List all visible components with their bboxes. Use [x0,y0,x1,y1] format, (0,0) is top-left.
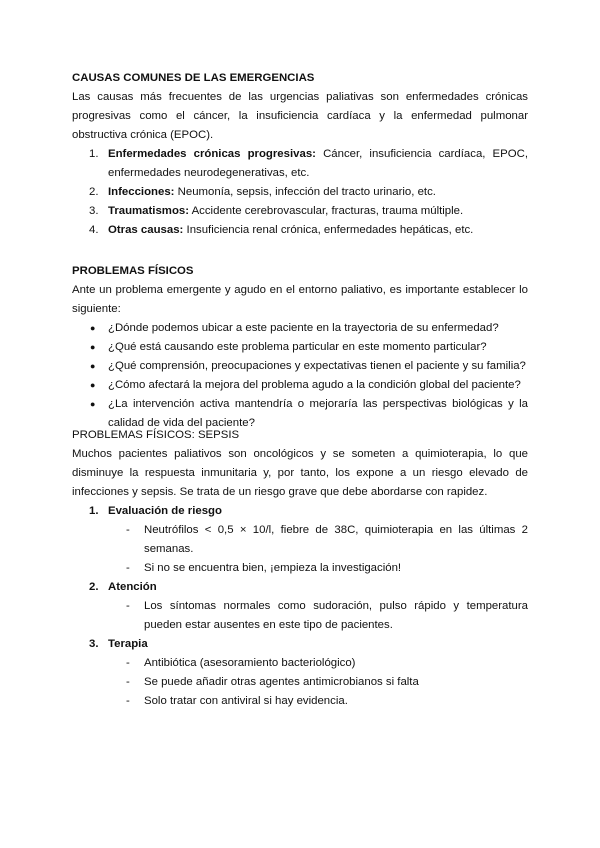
bullet-icon: ● [90,361,96,371]
dash-icon: - [126,676,130,688]
list-item [108,597,528,635]
list-text: Se puede añadir otras agentes antimicrobianos si falta [144,676,419,688]
list-item [72,145,528,183]
step-number: 1. [89,505,99,517]
list-item [72,357,528,376]
list-item [72,183,528,202]
section-causes [72,69,528,240]
step-points [108,521,528,578]
bullet-icon: ● [90,380,96,390]
list-text: ¿Dónde podemos ubicar a este paciente en la trayectoria de su enfermedad? [108,322,499,334]
step-item [72,502,528,578]
bullet-icon: ● [90,342,96,352]
list-text: Solo tratar con antiviral si hay evidencia. [144,695,348,707]
list-term: Enfermedades crónicas progresivas: [108,148,316,160]
list-item [108,673,528,692]
list-item [72,319,528,338]
step-points [108,654,528,711]
list-number: 2. [89,186,99,198]
step-number: 3. [89,638,99,650]
step-number: 2. [89,581,99,593]
bullet-icon: ● [90,399,96,409]
intro-paragraph: Las causas más frecuentes de las urgencias paliativas son enfermedades crónicas progresivas como el cáncer, la insuficiencia cardíaca y la enfermedad pulmonar obstructiva crónica (EPOC). [72,91,528,141]
list-item [72,202,528,221]
causes-list [72,145,528,240]
list-number: 4. [89,224,99,236]
list-term: Otras causas: [108,224,184,236]
dash-icon: - [126,562,130,574]
section-heading: PROBLEMAS FÍSICOS [72,265,194,277]
list-text: Neumonía, sepsis, infección del tracto urinario, etc. [174,186,436,198]
list-item [108,559,528,578]
dash-icon: - [126,657,130,669]
list-text: ¿Qué está causando este problema particular en este momento particular? [108,341,487,353]
list-text: Insuficiencia renal crónica, enfermedades hepáticas, etc. [183,224,474,236]
list-item [72,221,528,240]
list-text: Los síntomas normales como sudoración, pulso rápido y temperatura pueden estar ausentes en este tipo de pacientes. [144,600,528,631]
dash-icon: - [126,695,130,707]
step-points [108,597,528,635]
intro-paragraph: Muchos pacientes paliativos son oncológicos y se someten a quimioterapia, lo que disminuye la respuesta inmunitaria y, por tanto, los expone a un riesgo elevado de infecciones y sepsis. Se trata de un riesgo grave que debe abordarse con rapidez. [72,448,528,498]
list-text: Neutrófilos < 0,5 × 10/l, fiebre de 38C, quimioterapia en las últimas 2 semanas. [144,524,528,555]
list-text: Antibiótica (asesoramiento bacteriológico) [144,657,356,669]
step-item [72,635,528,711]
list-term: Infecciones: [108,186,175,198]
step-title: Terapia [108,638,148,650]
list-number: 1. [89,148,99,160]
list-item [108,521,528,559]
dash-icon: - [126,600,130,612]
step-title: Atención [108,581,157,593]
section-heading: CAUSAS COMUNES DE LAS EMERGENCIAS [72,72,315,84]
section-physical-problems [72,262,528,433]
list-text: Accidente cerebrovascular, fracturas, trauma múltiple. [189,205,464,217]
section-heading: PROBLEMAS FÍSICOS: SEPSIS [72,429,240,441]
step-title: Evaluación de riesgo [108,505,222,517]
list-text: ¿Qué comprensión, preocupaciones y expectativas tienen el paciente y su familia? [108,360,526,372]
list-text: ¿La intervención activa mantendría o mejoraría las perspectivas biológicas y la calidad de vida del paciente? [108,398,528,429]
dash-icon: - [126,524,130,536]
list-item [72,338,528,357]
list-item [72,376,528,395]
sepsis-steps-list [72,502,528,711]
list-term: Traumatismos: [108,205,190,217]
intro-paragraph: Ante un problema emergente y agudo en el entorno paliativo, es importante establecer lo siguiente: [72,284,528,315]
list-text: Cáncer, insuficiencia cardíaca, EPOC, enfermedades neurodegenerativas, etc. [108,148,528,179]
list-number: 3. [89,205,99,217]
questions-list [72,319,528,433]
bullet-icon: ● [90,323,96,333]
list-text: Si no se encuentra bien, ¡empieza la investigación! [144,562,402,574]
list-item [108,692,528,711]
step-item [72,578,528,635]
list-item [108,654,528,673]
section-sepsis [72,426,528,711]
list-text: ¿Cómo afectará la mejora del problema agudo a la condición global del paciente? [108,379,521,391]
